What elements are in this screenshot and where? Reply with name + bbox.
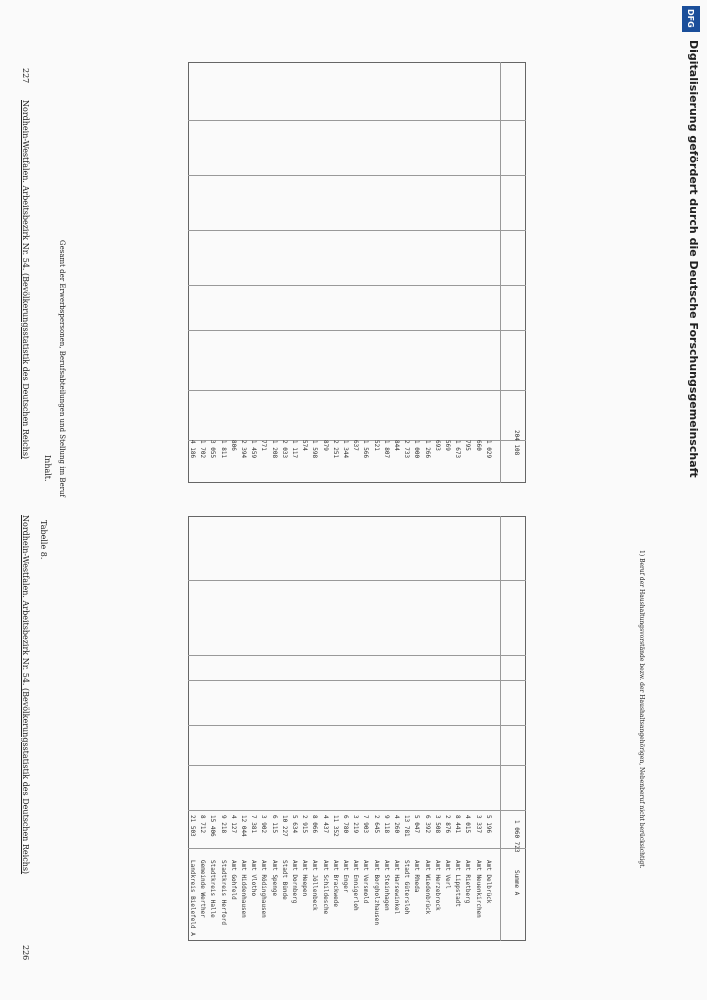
right-value-cell: 693 [433,440,441,451]
right-value-cell: 637 [352,440,360,451]
left-value-cell: 21 503 [189,815,196,837]
row-label: Amt Vlotho [250,860,258,897]
digitization-notice: Digitalisierung gefördert durch die Deutsche Forschungsgemeinschaft [687,40,700,478]
left-value-cell: 6 392 [423,815,431,834]
row-label: Amt Delbrück [484,860,492,904]
row-label: Stadt Bünde [280,860,288,900]
right-value-cell: 771 [260,440,268,451]
left-value-cell: 4 260 [393,815,400,834]
left-value-cell: 4 127 [229,815,237,834]
left-value-cell: 9 218 [219,815,227,834]
right-value-cell: 3 055 [209,440,217,459]
row-label: Stadtkreis Herford [219,860,227,926]
row-label: Amt Verl [444,860,451,889]
row-label: Amt Gohfeld [229,860,237,900]
left-value-cell: 2 645 [372,815,380,834]
left-value-cell: 13 781 [403,815,411,837]
right-value-cell: 844 [393,440,400,451]
right-sub-title: Gesamt der Erwerbspersonen, Berufsabteilungen und Stellung im Beruf [58,240,66,498]
row-label: Stadt Gütersloh [403,860,411,915]
right-section-title: Inhalt. [43,455,52,482]
row-label: Amt Steinhagen [382,860,390,911]
left-value-cell: 6 780 [342,815,349,834]
right-value-cell: 1 459 [250,440,258,459]
left-value-cell: 3 337 [474,815,482,834]
right-value-cell: 1 807 [382,440,390,459]
left-value-cell: 4 015 [464,815,472,834]
dfg-logo-icon [682,6,700,32]
right-value-cell: 1 208 [270,440,278,459]
left-value-cell: 8 066 [311,815,319,834]
row-label: Amt Heepen [301,860,309,897]
left-value-cell: 3 902 [260,815,268,834]
row-label: Stadtkreis Halle [209,860,217,918]
row-label: Amt Dornberg [291,860,298,904]
row-label: Amt Herzebrock [433,860,441,911]
left-value-cell: 5 634 [291,815,298,834]
right-value-cell: 2 251 [331,440,339,459]
right-value-cell: 1 673 [454,440,462,459]
right-value-cell: 806 [229,440,237,451]
right-value-cell: 2 394 [240,440,247,459]
row-label: Amt Spenge [270,860,278,897]
row-label: Amt Wiedenbrück [423,860,431,915]
left-header: Nordhein-Westfalen. Arbeitsbezirk Nr. 54. (Bevölkerungsstatistik des Deutschen Reichs) [21,515,30,875]
right-value-cell: 1 000 [413,440,421,459]
right-value-cell: 1 117 [291,440,298,459]
right-value-cell: 879 [321,440,329,451]
sum-right: 204 108 [513,430,520,456]
left-value-cell: 3 219 [352,815,360,834]
row-label: Amt Brackwede [331,860,339,907]
right-value-cell: 4 186 [189,440,196,459]
left-value-cell: 5 196 [484,815,492,834]
left-value-cell: 9 118 [382,815,390,834]
row-label: Amt Hiddenhausen [240,860,247,918]
left-value-cell: 11 352 [331,815,339,837]
right-value-cell: 521 [372,440,380,451]
right-value-cell: 2 033 [280,440,288,459]
right-value-cell: 1 029 [484,440,492,459]
row-label: Amt Rödinghausen [260,860,268,918]
left-value-cell: 7 381 [250,815,258,834]
left-value-cell: 8 441 [454,815,462,834]
right-header: Nordhein-Westfalen. Arbeitsbezirk Nr. 54. (Bevölkerungsstatistik des Deutschen Reichs) [21,100,30,460]
right-value-cell: 574 [301,440,309,451]
right-value-cell: 1 344 [342,440,349,459]
right-value-cell: 1 702 [199,440,207,459]
right-value-cell: 1 811 [219,440,227,459]
right-page-number: 227 [21,68,30,84]
footnote: 1) Beruf der Haushaltungsvorstände bezw. der Haushaltsangehörigen, Nebenberuf nicht berücksichtigt. [638,550,645,869]
left-value-cell: 7 903 [362,815,370,834]
row-label: Amt Lippstadt [454,860,462,907]
sum-left: 1 060 723 [513,820,520,853]
left-value-cell: 2 915 [301,815,309,834]
row-label: Amt Neuenkirchen [474,860,482,918]
right-value-cell: 1 566 [362,440,370,459]
left-value-cell: 5 047 [413,815,421,834]
row-label: Landkreis Bielefeld A [189,860,196,936]
left-value-cell: 15 406 [209,815,217,837]
left-value-cell: 10 227 [280,815,288,837]
left-value-cell: 3 508 [433,815,441,834]
left-value-cell: 2 876 [444,815,451,834]
row-label: Amt Rheda [413,860,421,893]
row-label: Amt Schildesche [321,860,329,915]
row-label: Gemeinde Werther [199,860,207,918]
row-label: Amt Rietberg [464,860,472,904]
right-value-cell: 1 598 [311,440,319,459]
left-table-label: Tabelle 8. [39,520,48,560]
right-value-cell: 2 733 [403,440,411,459]
row-label: Amt Harsewinkel [393,860,400,915]
right-value-cell: 795 [464,440,472,451]
right-value-cell: 1 266 [423,440,431,459]
row-label: Amt Jöllenbeck [311,860,319,911]
right-value-cell: 569 [444,440,451,451]
left-value-cell: 12 044 [240,815,247,837]
row-label: Amt Versmold [362,860,370,904]
left-value-cell: 8 712 [199,815,207,834]
left-page-number: 226 [21,945,30,961]
row-label: Amt Enger [342,860,349,893]
left-value-cell: 4 437 [321,815,329,834]
left-value-cell: 6 115 [270,815,278,834]
dfg-logo-text: DFG [686,9,695,28]
sum-label: Summe A [513,870,520,896]
row-label: Amt Ennigerloh [352,860,360,911]
row-label: Amt Borgholzhausen [372,860,380,926]
right-value-cell: 660 [474,440,482,451]
